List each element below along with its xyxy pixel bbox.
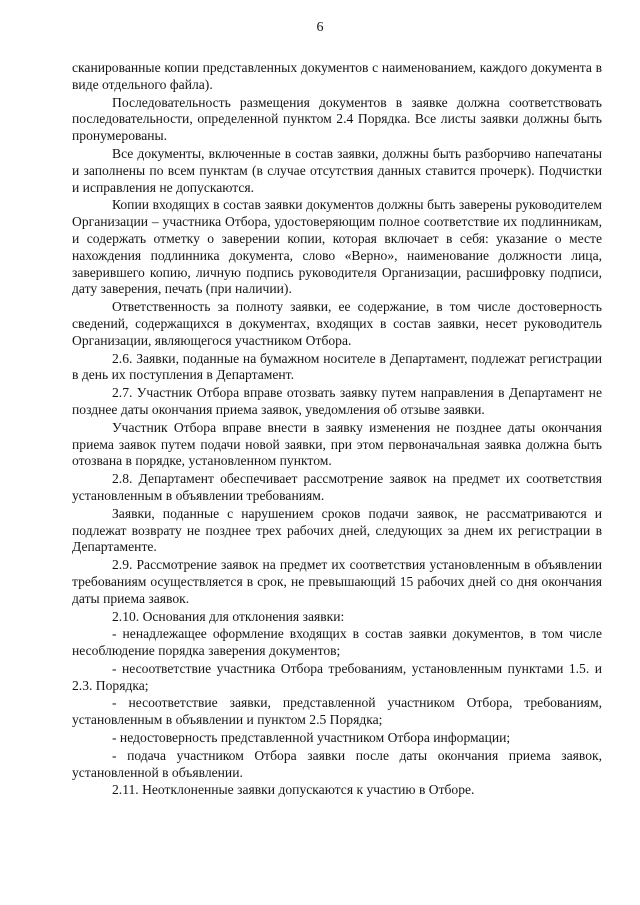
- paragraph: Все документы, включенные в состав заявки, должны быть разборчиво напечатаны и заполнены по всем пунктам (в случае отсутствия данных ставится прочерк). Подчистки и исправления не допускаются.: [72, 145, 602, 195]
- paragraph: 2.9. Рассмотрение заявок на предмет их соответствия установленным в объявлении требованиям осуществляется в срок, не превышающий 15 рабочих дней со дня окончания даты приема заявок.: [72, 557, 602, 606]
- list-item: - подача участником Отбора заявки после даты окончания приема заявок, установленной в объявлении.: [72, 747, 602, 780]
- paragraph: Участник Отбора вправе внести в заявку изменения не позднее даты окончания приема заявок путем подачи новой заявки, при этом первоначальная заявка должна быть отозвана в порядке, установленном пунктом.: [72, 419, 602, 469]
- list-item: - недостоверность представленной участником Отбора информации;: [112, 730, 511, 746]
- list-item: - несоответствие заявки, представленной участником Отбора, требованиям, установленным в объявлении и пунктом 2.5 Порядка;: [72, 695, 602, 728]
- paragraph: 2.11. Неотклоненные заявки допускаются к участию в Отборе.: [112, 782, 475, 798]
- paragraph: сканированные копии представленных документов с наименованием, каждого документа в виде отдельного файла).: [72, 60, 602, 92]
- page-number: 6: [316, 20, 324, 35]
- paragraph: Заявки, поданные с нарушением сроков подачи заявок, не рассматриваются и подлежат возврату не позднее трех рабочих дней, следующих за днем их регистрации в Департаменте.: [72, 505, 602, 555]
- list-item: - ненадлежащее оформление входящих в состав заявки документов, в том числе несоблюдение порядка заверения документов;: [72, 626, 602, 659]
- list-item: - несоответствие участника Отбора требованиям, установленным пунктами 1.5. и 2.3. Порядка;: [72, 660, 602, 693]
- paragraph: Копии входящих в состав заявки документов должны быть заверены руководителем Организации – участника Отбора, удостоверяющим полное соответствие их подлинникам, и содержать отметку о заверении копии, которая включает в себя: указание о месте нахождения подлинника документа, слово «Верно», наименование должности лица, заверившего копию, личную подпись руководителя Организации, расшифровку подписи, дату заверения, печать (при наличии).: [72, 197, 602, 297]
- paragraph: Ответственность за полноту заявки, ее содержание, в том числе достоверность сведений, содержащихся в документах, входящих в состав заявки, несет руководитель Организации, являющегося участником Отбора.: [72, 299, 602, 348]
- paragraph: 2.7. Участник Отбора вправе отозвать заявку путем направления в Департамент не позднее даты окончания приема заявок, уведомления об отзыве заявки.: [72, 385, 602, 417]
- paragraph: 2.8. Департамент обеспечивает рассмотрение заявок на предмет их соответствия установленным в объявлении требованиям.: [72, 471, 602, 503]
- paragraph: Последовательность размещения документов в заявке должна соответствовать последовательности, определенной пунктом 2.4 Порядка. Все листы заявки должны быть пронумерованы.: [72, 94, 602, 144]
- paragraph: 2.6. Заявки, поданные на бумажном носителе в Департамент, подлежат регистрации в день их поступления в Департамент.: [72, 350, 602, 383]
- document-body: [72, 60, 602, 800]
- paragraph: 2.10. Основания для отклонения заявки:: [112, 608, 345, 624]
